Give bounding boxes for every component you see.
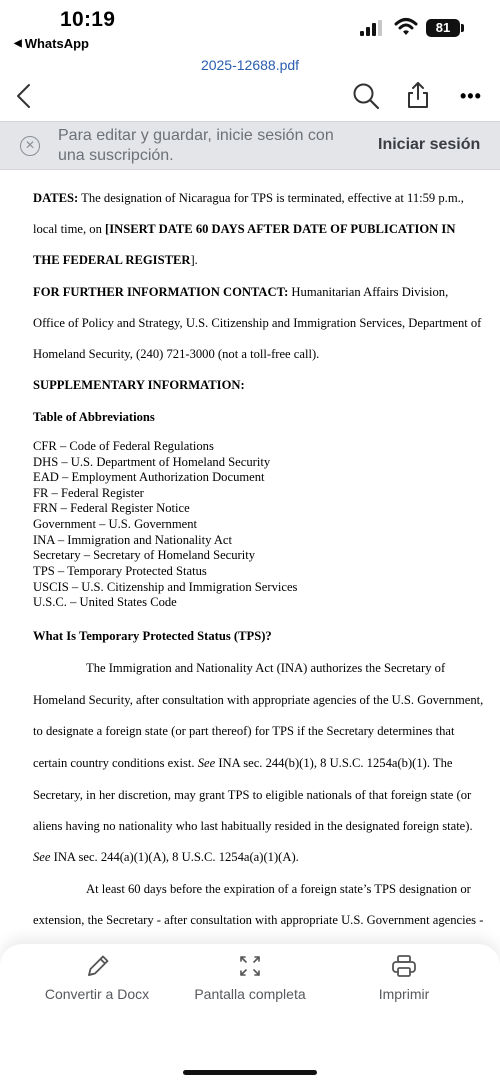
abbreviations-heading: Table of Abbreviations xyxy=(33,410,155,424)
paragraph-line xyxy=(33,756,452,771)
home-indicator[interactable] xyxy=(183,1070,317,1075)
supplementary-heading: SUPPLEMENTARY INFORMATION: xyxy=(33,378,245,392)
share-icon[interactable] xyxy=(405,80,431,110)
paragraph-line xyxy=(33,850,299,865)
paragraph-line: aliens having no nationality who last habitually resided in the designated foreign state). xyxy=(33,819,473,833)
contact-line: Homeland Security, (240) 721-3000 (not a toll-free call). xyxy=(33,347,320,361)
abbreviation-item: INA – Immigration and Nationality Act xyxy=(33,533,233,547)
see-citation: See xyxy=(33,850,51,864)
back-chevron-icon[interactable] xyxy=(14,82,34,110)
dates-text: The designation of Nicaragua for TPS is terminated, effective at 11:59 p.m., xyxy=(78,191,464,205)
back-triangle-icon: ◀ xyxy=(14,38,22,49)
contact-line xyxy=(33,285,448,300)
pencil-icon xyxy=(84,952,110,980)
paragraph-line: The Immigration and Nationality Act (INA) authorizes the Secretary of xyxy=(86,661,446,675)
abbreviation-item: DHS – U.S. Department of Homeland Security xyxy=(33,455,271,469)
convert-to-docx-button[interactable] xyxy=(37,952,157,1003)
status-bar xyxy=(0,0,500,56)
printer-icon xyxy=(390,952,418,980)
status-time: 10:19 xyxy=(60,8,116,31)
abbreviation-item: FR – Federal Register xyxy=(33,486,144,500)
contact-label: FOR FURTHER INFORMATION CONTACT: xyxy=(33,285,289,299)
banner-message: Para editar y guardar, inicie sesión con una suscripción. xyxy=(58,127,334,164)
dates-label: DATES: xyxy=(33,191,79,205)
paragraph-text: INA sec. 244(a)(1)(A), 8 U.S.C. 1254a(a)(1)(A). xyxy=(50,850,299,864)
dates-placeholder-text: [INSERT DATE 60 DAYS AFTER DATE OF PUBLICATION IN xyxy=(105,222,456,236)
battery-icon: 81 xyxy=(426,19,460,37)
dates-text: local time, on xyxy=(33,222,106,236)
back-app-label: WhatsApp xyxy=(24,36,89,51)
back-to-app-link[interactable] xyxy=(14,36,89,51)
file-name-title: 2025-12688.pdf xyxy=(200,57,300,73)
wifi-icon xyxy=(394,17,418,37)
close-icon[interactable]: ✕ xyxy=(20,136,40,156)
convert-to-docx-label: Convertir a Docx xyxy=(44,986,150,1002)
dates-text: ]. xyxy=(190,253,198,267)
paragraph-text: certain country conditions exist. xyxy=(33,756,198,770)
paragraph-line: to designate a foreign state (or part thereof) for TPS if the Secretary determines that xyxy=(33,724,455,738)
login-banner xyxy=(0,121,500,170)
sign-in-button[interactable]: Iniciar sesión xyxy=(378,136,481,153)
fullscreen-button[interactable] xyxy=(190,952,310,1003)
paragraph-line: At least 60 days before the expiration of a foreign state’s TPS designation or xyxy=(86,882,471,896)
abbreviation-item: TPS – Temporary Protected Status xyxy=(33,564,207,578)
tps-heading: What Is Temporary Protected Status (TPS)? xyxy=(33,629,272,643)
fullscreen-label: Pantalla completa xyxy=(194,986,306,1002)
abbreviation-item: Government – U.S. Government xyxy=(33,517,198,531)
search-icon[interactable] xyxy=(352,82,380,110)
paragraph-line: Secretary, in her discretion, may grant TPS to eligible nationals of that foreign state (or xyxy=(33,788,472,802)
abbreviation-item: FRN – Federal Register Notice xyxy=(33,501,190,515)
dates-line xyxy=(33,253,198,268)
more-options-icon[interactable]: ••• xyxy=(460,86,482,106)
contact-line: Office of Policy and Strategy, U.S. Citizenship and Immigration Services, Department of xyxy=(33,316,482,330)
expand-icon xyxy=(237,952,263,980)
print-button[interactable] xyxy=(344,952,464,1003)
pdf-document-page[interactable] xyxy=(0,170,500,950)
dates-placeholder-text: THE FEDERAL REGISTER xyxy=(33,253,191,267)
abbreviation-item: EAD – Employment Authorization Document xyxy=(33,470,265,484)
abbreviation-item: U.S.C. – United States Code xyxy=(33,595,177,609)
abbreviation-item: CFR – Code of Federal Regulations xyxy=(33,439,214,453)
dates-line xyxy=(33,222,455,237)
cellular-signal-icon xyxy=(360,20,382,36)
abbreviation-item: USCIS – U.S. Citizenship and Immigration Services xyxy=(33,580,298,594)
bottom-action-bar xyxy=(0,944,500,1083)
print-label: Imprimir xyxy=(378,986,430,1002)
see-citation: See xyxy=(197,756,216,770)
paragraph-line: extension, the Secretary - after consultation with appropriate U.S. Government agencies - xyxy=(33,913,484,927)
paragraph-text: INA sec. 244(b)(1), 8 U.S.C. 1254a(b)(1). The xyxy=(215,756,453,770)
dates-line xyxy=(33,191,464,206)
contact-text: Humanitarian Affairs Division, xyxy=(288,285,449,299)
abbreviation-item: Secretary – Secretary of Homeland Security xyxy=(33,548,256,562)
paragraph-line: Homeland Security, after consultation with appropriate agencies of the U.S. Government, xyxy=(33,693,484,707)
battery-tip xyxy=(461,24,464,32)
